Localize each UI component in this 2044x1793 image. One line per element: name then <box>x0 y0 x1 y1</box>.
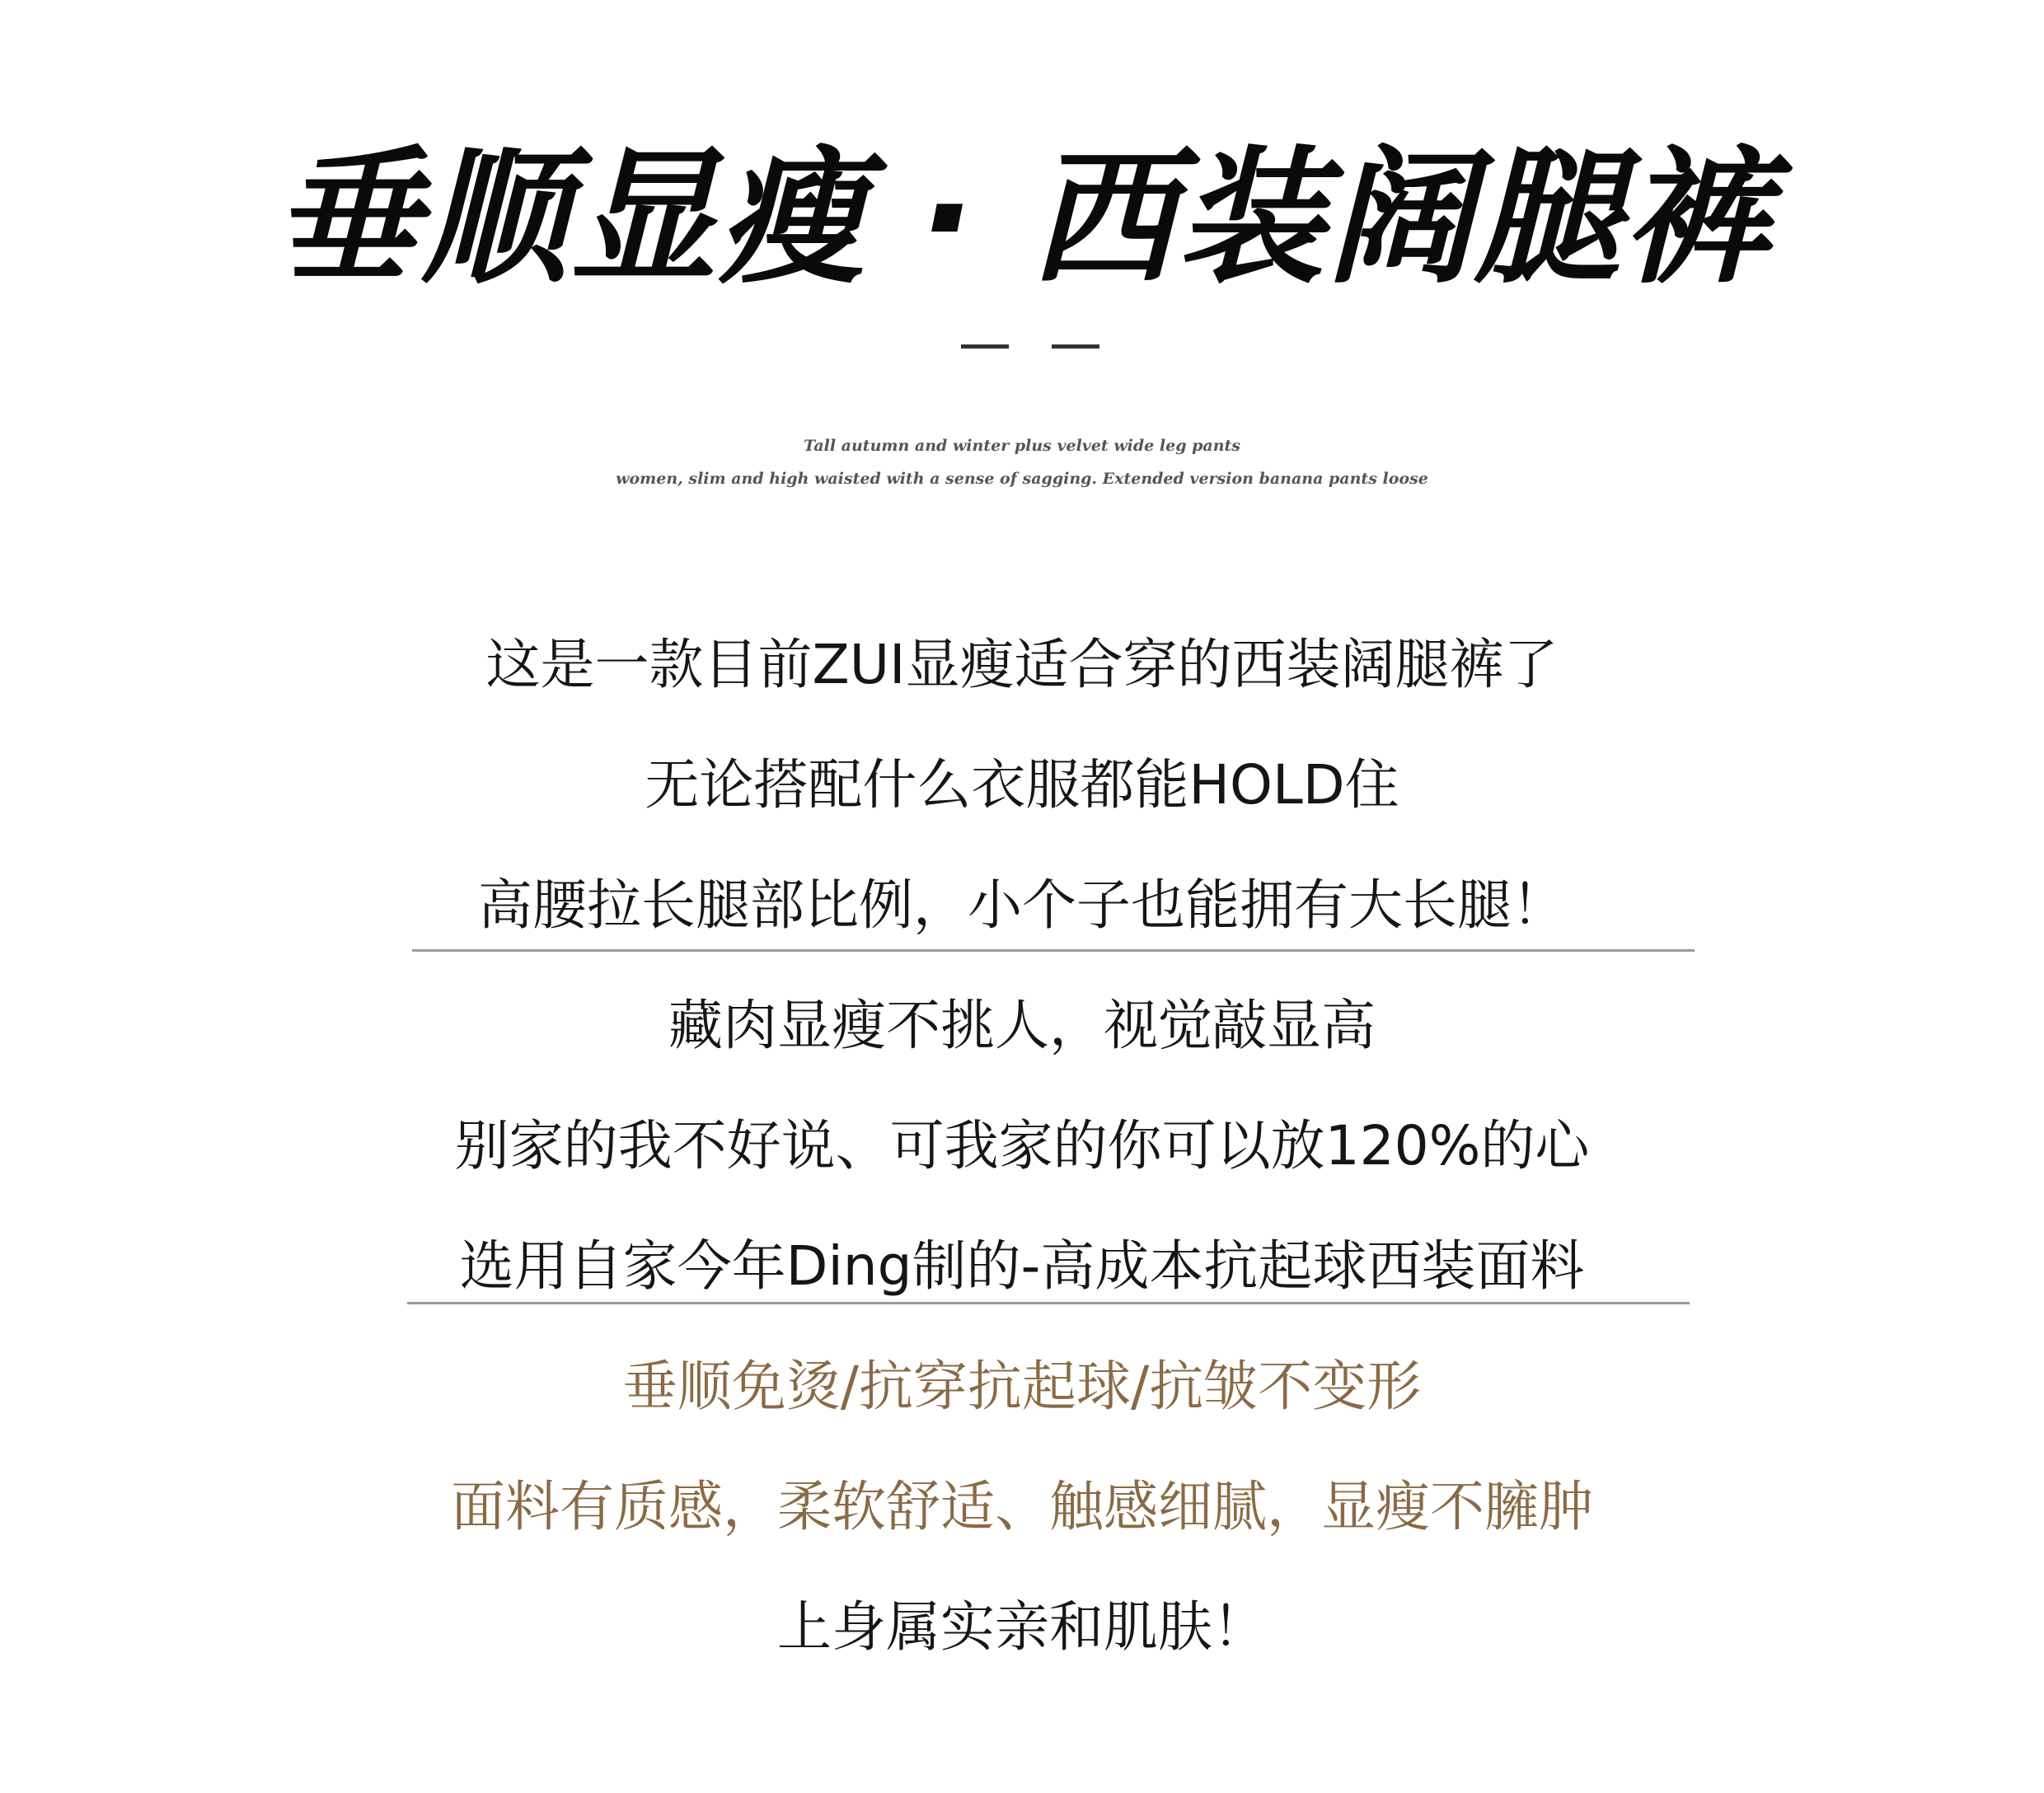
description-line-2: 无论搭配什么衣服都能HOLD住 <box>645 753 1399 817</box>
title-divider-right <box>1052 344 1099 349</box>
feature-line-2: 面料有质感，柔软舒适、触感细腻，显瘦不臃肿 <box>451 1475 1593 1538</box>
description-line-3: 高腰拉长腿部比例，小个子也能拥有大长腿！ <box>478 873 1566 937</box>
feature-line-1: 垂顺免烫/抗穿抗起球/抗皱不变形 <box>622 1355 1422 1418</box>
description-line-6: 选用自家今年Ding制的-高成本抗起球西装面料 <box>459 1234 1585 1298</box>
section-rule-1 <box>412 949 1695 952</box>
english-subtitle-line-2: women, slim and high waisted with a sense of sagging. Extended version banana pants loose <box>616 470 1428 488</box>
description-line-1: 这是一款目前ZUI显瘦适合穿的西装阔腿裤了 <box>485 633 1559 696</box>
description-line-5: 别家的我不好说、可我家的你可以放120%的心 <box>454 1114 1590 1177</box>
description-line-4: 藏肉显瘦不挑人，视觉敲显高 <box>668 994 1376 1057</box>
english-subtitle-line-1: Tall autumn and winter plus velvet wide leg pants <box>804 437 1240 455</box>
title-divider-left <box>961 344 1009 349</box>
description-line-7: 上身属实亲和肌肤！ <box>777 1595 1267 1659</box>
section-rule-2 <box>407 1302 1690 1304</box>
page-title: 垂顺显瘦 · 西装阔腿裤 <box>273 133 1771 303</box>
